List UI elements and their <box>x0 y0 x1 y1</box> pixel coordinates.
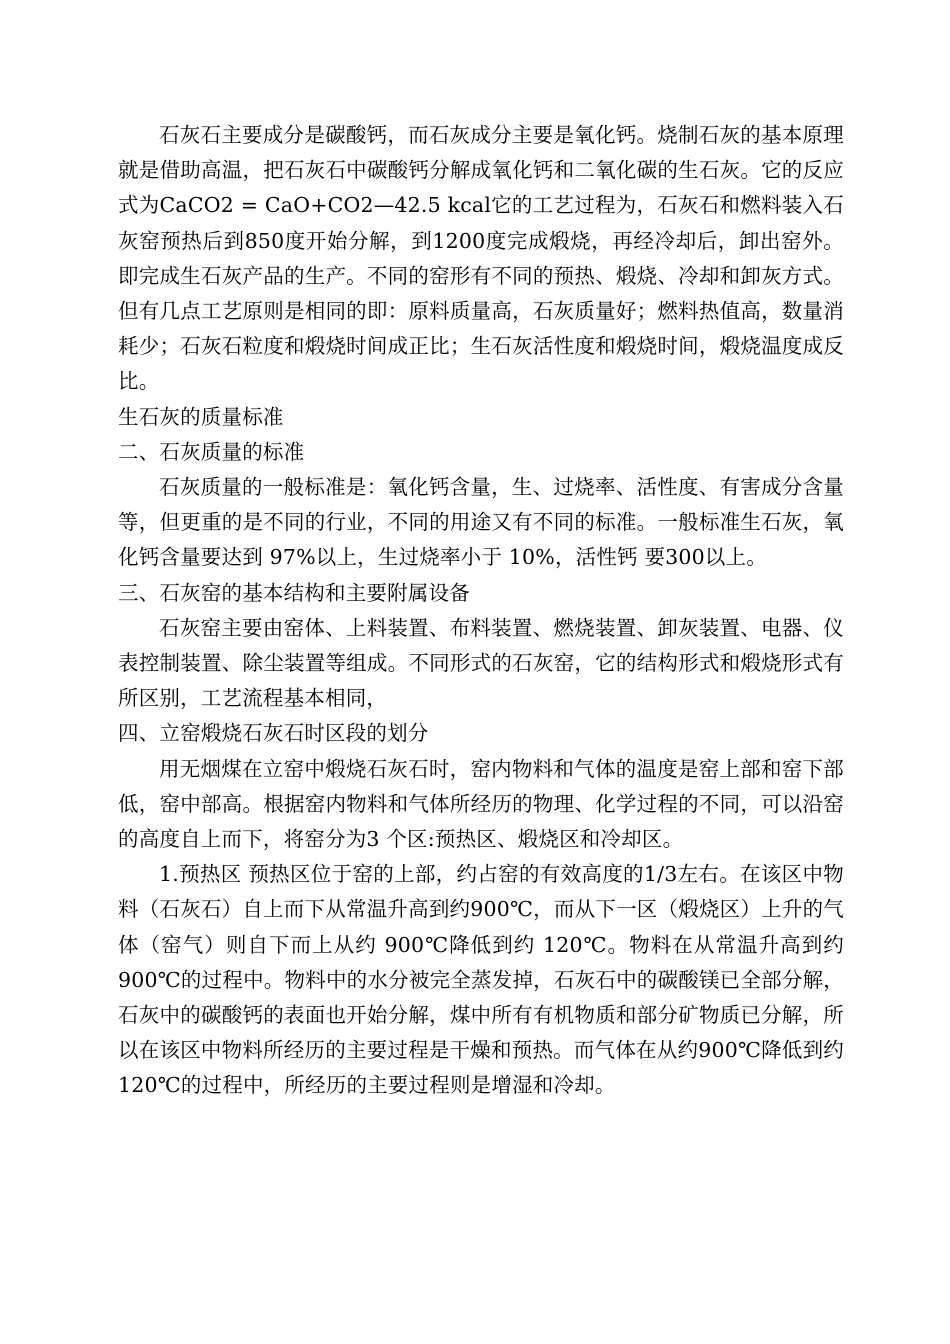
heading-section-4: 四、立窑煅烧石灰石时区段的划分 <box>118 721 429 746</box>
heading-section-2: 二、石灰质量的标准 <box>118 439 305 464</box>
paragraph-kiln-zones: 用无烟煤在立窑中煅烧石灰石时，窑内物料和气体的温度是窑上部和窑下部低，窑中部高。根据窑内物料和气体所经历的物理、化学过程的不同，可以沿窑的高度自上而下，将窑分为3 个区:预热区、煅烧区和冷却区。 <box>118 756 844 852</box>
paragraph-lime-principle: 石灰石主要成分是碳酸钙，而石灰成分主要是氧化钙。烧制石灰的基本原理就是借助高温，把石灰石中碳酸钙分解成氧化钙和二氧化碳的生石灰。它的反应式为CaCO2 = CaO+CO2—42.5 kcal它的工艺过程为，石灰石和燃料装入石灰窑预热后到850度开始分解，到1200度完成煅烧，再经冷却后，卸出窑外。即完成生石灰产品的生产。不同的窑形有不同的预热、煅烧、冷却和卸灰方式。但有几点工艺原则是相同的即：原料质量高，石灰质量好；燃料热值高，数量消耗少；石灰石粒度和煅烧时间成正比；生石灰活性度和煅烧时间，煅烧温度成反比。 <box>118 123 844 394</box>
paragraph-preheat-zone: 1.预热区 预热区位于窑的上部，约占窑的有效高度的1/3左右。在该区中物料（石灰石）自上而下从常温升高到约900℃，而从下一区（煅烧区）上升的气体（窑气）则自下而上从约 900℃降低到约 120℃。物料在从常温升高到约 900℃的过程中。物料中的水分被完全蒸发掉，石灰石中的碳酸镁已全部分解，石灰中的碳酸钙的表面也开始分解，煤中所有有机物质和部分矿物质已分解，所以在该区中物料所经历的主要过程是干燥和预热。而气体在从约900℃降低到约120℃的过程中，所经历的主要过程则是增湿和冷却。 <box>118 862 844 1098</box>
heading-section-3: 三、石灰窑的基本结构和主要附属设备 <box>118 580 470 605</box>
heading-quicklime-quality-standard: 生石灰的质量标准 <box>118 404 284 429</box>
paragraph-quality-standard: 石灰质量的一般标准是：氧化钙含量，生、过烧率、活性度、有害成分含量等，但更重的是不同的行业，不同的用途又有不同的标准。一般标准生石灰，氧化钙含量要达到 97%以上，生过烧率小于 10%，活性钙 要300以上。 <box>118 475 844 570</box>
document-page <box>118 118 844 1104</box>
paragraph-kiln-structure: 石灰窑主要由窑体、上料装置、布料装置、燃烧装置、卸灰装置、电器、仪表控制装置、除尘装置等组成。不同形式的石灰窑，它的结构形式和煅烧形式有所区别，工艺流程基本相同， <box>118 615 844 711</box>
